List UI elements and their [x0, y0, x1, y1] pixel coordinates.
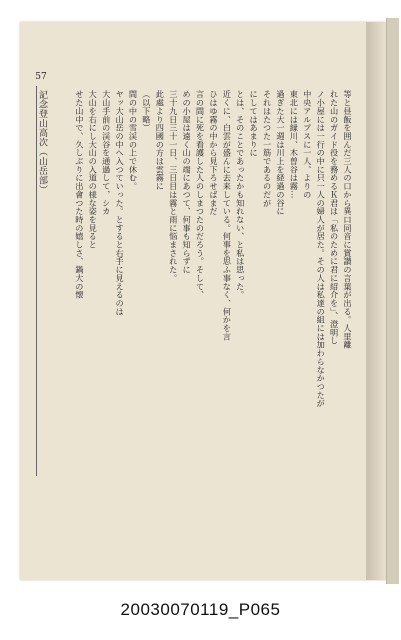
text-column: 中央アルプスに一人、よりの [302, 90, 313, 199]
book-page [20, 22, 386, 580]
text-column: 此處より四國の方は雲霧に [155, 90, 166, 191]
text-column: 近くに、白雲が盛んに去来している。何事を思ふ事なく、何かを言 [222, 90, 233, 341]
text-column: せた山中で、久しぶりに出會つた時の嬉しさ、鍋大の懐 [74, 90, 85, 299]
text-column: ひはゆ霧の中から見下ろせばまだ [208, 90, 219, 216]
text-column: （以下略） [141, 90, 152, 132]
text-column: ノ小屋には一行の中に只一人の婦人が居た。その人は私達の組には加わらなかつたが [316, 90, 327, 408]
text-column: それはたつた一筋であるのだが [262, 90, 273, 207]
text-column: 等と昼飯を囲んだ三人の口から異口同音に賞讃の言葉が出る。人里離 [343, 90, 353, 349]
text-column: とは、そのことであったかも知れない、と私は思った。 [235, 90, 246, 299]
text-column: 大山手前の渓谷を通過して，シカ [101, 90, 112, 216]
text-column: 東北には縁川、木曽谷は霧… [289, 90, 300, 199]
facing-page-edge [386, 18, 399, 584]
book-gutter [366, 22, 386, 580]
page-header [32, 72, 50, 512]
running-title: 記念登山高次（山岳部） [37, 90, 47, 195]
text-column: 大山を右にし大山の入道の様な姿を見ると [88, 90, 99, 249]
text-column: ヤッ大山岳の中へ入つていった。とすると右手に見えるのは [115, 90, 126, 316]
text-column: れた山のガイド役を務めるＫ君は「私のために君に紹介を」、澄明し [329, 90, 340, 345]
page-number: 57 [35, 72, 47, 82]
text-column: めの小屋は遠く山の端にあつて、何事も知らずに [182, 90, 193, 274]
text-column: 言の間に死を看護した人のしまつたのだろう。そして、 [195, 90, 206, 299]
archive-id-caption: 20030070119_P065 [120, 600, 281, 619]
text-column: 過ぎた大一週は川上を経過の谷に [275, 90, 286, 216]
text-column: にしてはあまりに [249, 90, 260, 157]
vertical-body-text [54, 90, 354, 520]
text-column: 間の中の雪渓の上で休む。 [128, 90, 139, 191]
text-column: 三十九日三十一日、三日目は霧と雨に悩まされた。 [168, 90, 179, 283]
